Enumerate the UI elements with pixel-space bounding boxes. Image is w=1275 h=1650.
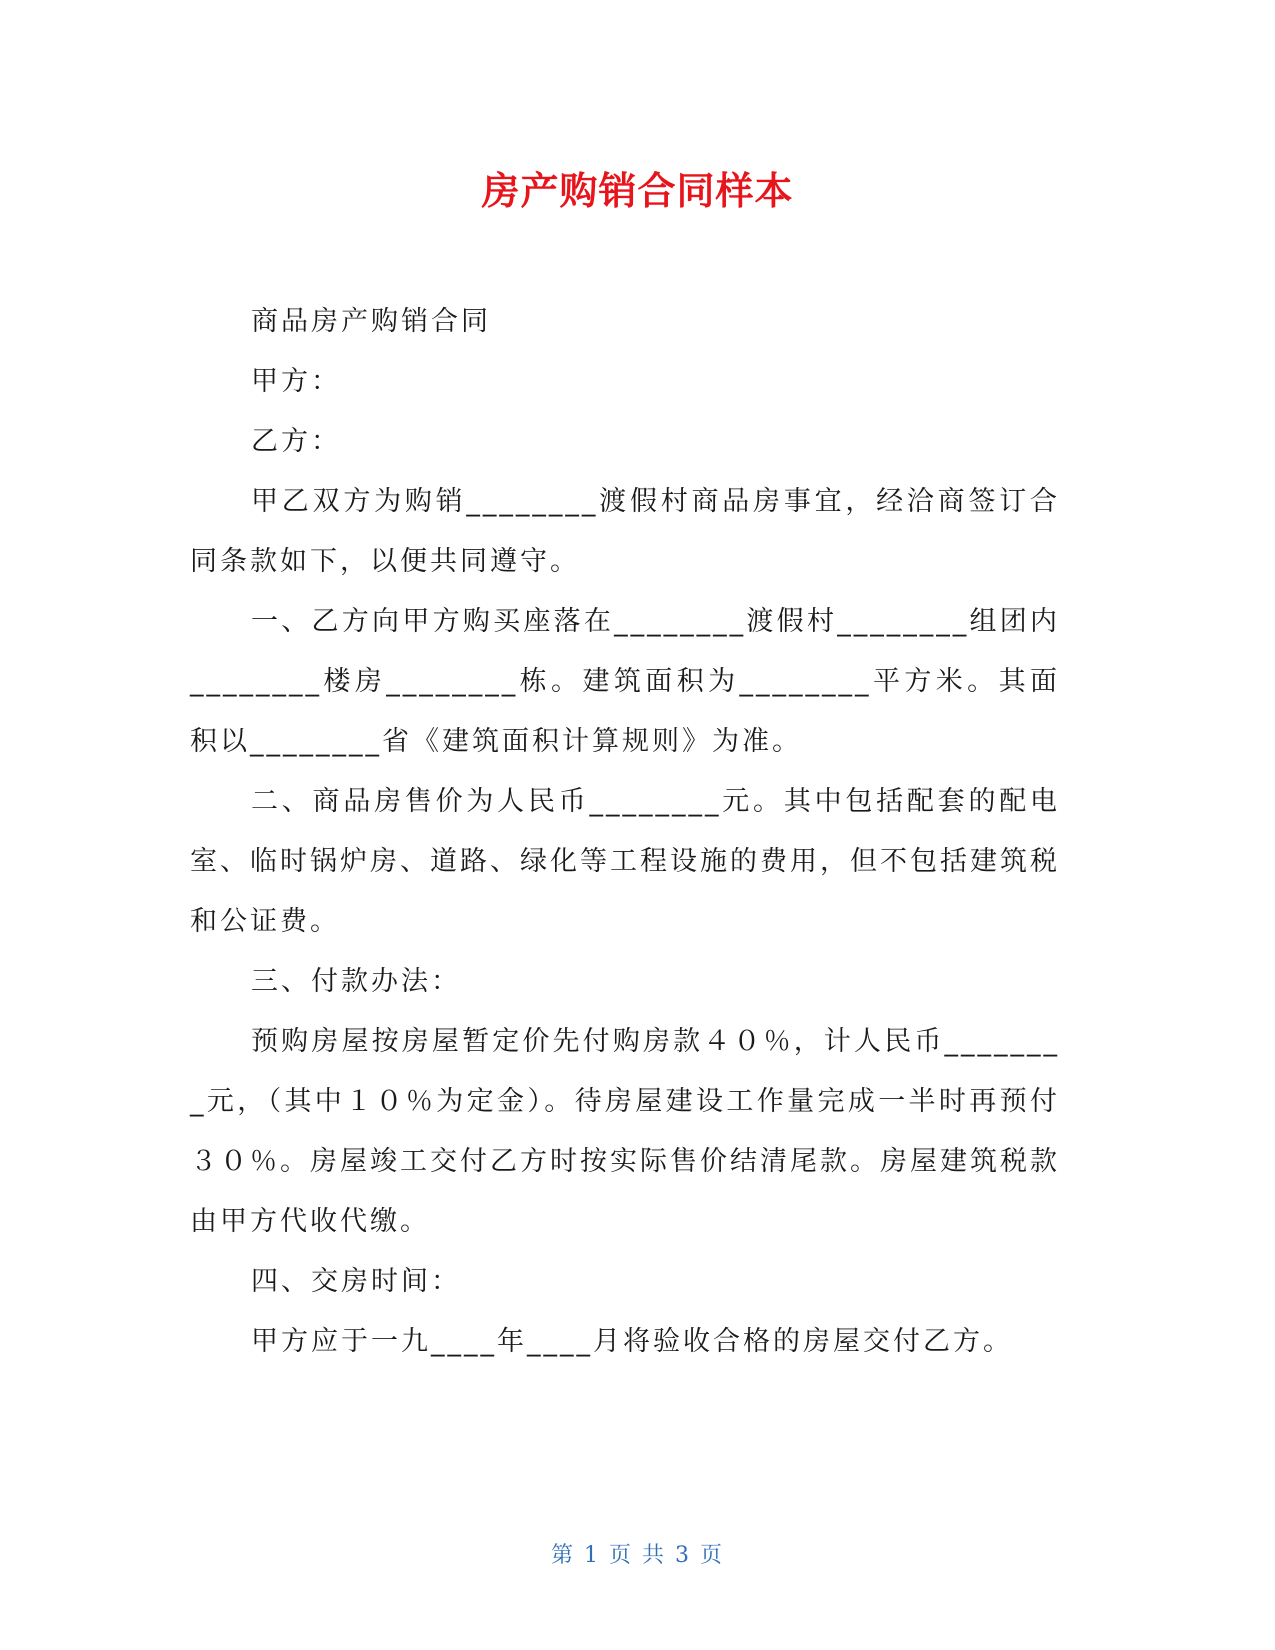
paragraph-clause-2: 二、商品房售价为人民币________元。其中包括配套的配电室、临时锅炉房、道路、绿化等工程设施的费用，但不包括建筑税和公证费。 xyxy=(190,786,1060,937)
paragraph-clause-4-heading: 四、交房时间： xyxy=(251,1266,461,1297)
paragraph-clause-4-body: 甲方应于一九____年____月将验收合格的房屋交付乙方。 xyxy=(251,1326,1013,1357)
paragraph-clause-1: 一、乙方向甲方购买座落在________渡假村________组团内________楼房________栋。建筑面积为________平方米。其面积以________省《建筑面积计算规则》为准。 xyxy=(190,606,1060,757)
document-title: 房产购销合同样本 xyxy=(481,169,794,213)
page-number-footer: 第 1 页 共 3 页 xyxy=(551,1543,724,1568)
paragraph-clause-3-heading: 三、付款办法： xyxy=(251,966,461,997)
paragraph-clause-3-body: 预购房屋按房屋暂定价先付购房款４０％，计人民币________元，（其中１０％为定金）。待房屋建设工作量完成一半时再预付３０％。房屋竣工交付乙方时按实际售价结清尾款。房屋建筑税款由甲方代收代缴。 xyxy=(190,1026,1060,1237)
document-body xyxy=(190,292,1060,1372)
paragraph-preamble: 甲乙双方为购销________渡假村商品房事宜，经洽商签订合同条款如下，以便共同遵守。 xyxy=(190,486,1060,577)
paragraph-party-b: 乙方： xyxy=(251,426,341,457)
paragraph-party-a: 甲方： xyxy=(251,366,341,397)
paragraph-contract-heading: 商品房产购销合同 xyxy=(251,306,491,337)
